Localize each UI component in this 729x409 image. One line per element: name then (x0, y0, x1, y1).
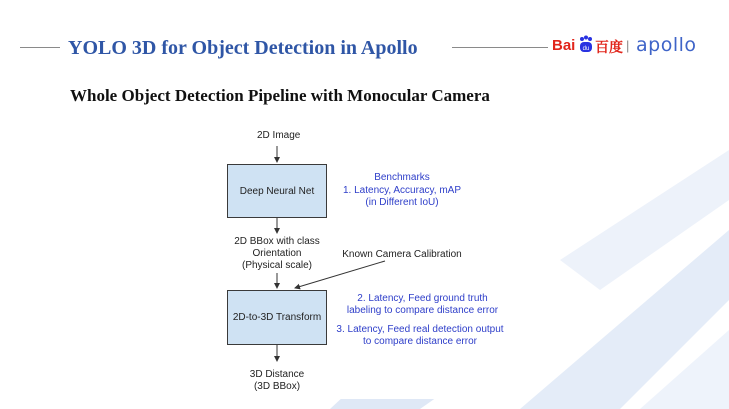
note-2-line-1: 2. Latency, Feed ground truth (357, 293, 488, 304)
pipeline-diagram (207, 116, 510, 399)
deep-neural-net-label: Deep Neural Net (239, 185, 315, 197)
benchmarks-heading: Benchmarks (374, 172, 430, 183)
baidu-paw-icon (578, 35, 594, 53)
bbox-output-line-2: Orientation (252, 248, 302, 259)
apollo-logo-text: apollo (636, 34, 697, 56)
bbox-output-line-1: 2D BBox with class (234, 236, 320, 247)
note-2-line-2: labeling to compare distance error (346, 305, 499, 316)
logo-separator: | (626, 38, 630, 53)
title-rule-left (20, 47, 60, 48)
transform-label: 2D-to-3D Transform (232, 312, 322, 323)
note-3-line-1: 3. Latency, Feed real detection output (336, 324, 504, 335)
title-rule-right (452, 47, 548, 48)
baidu-cn-text: 百度 (595, 40, 623, 56)
distance-output-line-2: (3D BBox) (253, 381, 301, 392)
distance-output-line-1: 3D Distance (249, 369, 305, 380)
baidu-logo-text: Bai (552, 37, 576, 54)
transform-box (227, 290, 327, 345)
input-label: 2D Image (257, 130, 301, 141)
benchmark-item-1: 1. Latency, Accuracy, mAP (342, 185, 461, 196)
deep-neural-net-box (227, 164, 327, 218)
camera-calibration-label: Known Camera Calibration (342, 249, 462, 260)
bbox-output-line-3: (Physical scale) (241, 260, 313, 271)
svg-text:du: du (582, 46, 590, 52)
benchmark-item-1-note: (in Different IoU) (365, 197, 439, 208)
slide-title: YOLO 3D for Object Detection in Apollo (68, 37, 418, 59)
note-3-line-2: to compare distance error (363, 336, 477, 347)
slide-subtitle: Whole Object Detection Pipeline with Monocular Camera (70, 86, 490, 105)
logo-baidu-apollo (552, 35, 702, 59)
